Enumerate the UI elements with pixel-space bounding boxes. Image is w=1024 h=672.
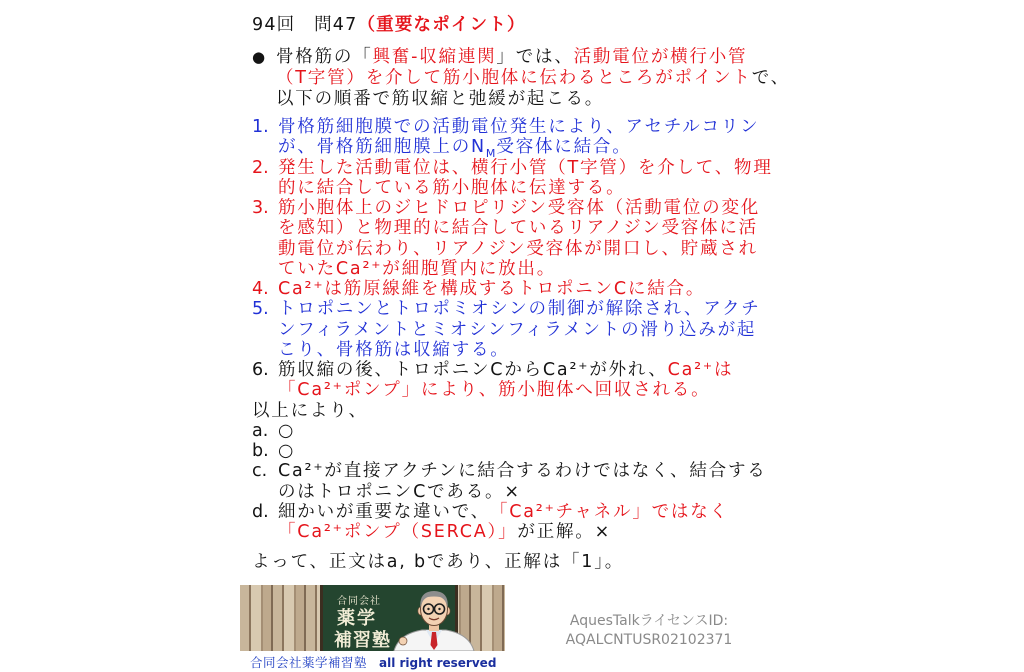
footer-copyright xyxy=(250,654,496,670)
receptor-symbol: N xyxy=(471,137,486,158)
option-label: b. xyxy=(252,441,269,461)
option-highlight: 「Ca²⁺ポンプ（SERCA）」 xyxy=(278,522,518,542)
intro-line xyxy=(276,68,790,89)
step-text: 動電位が伝わり、リアノジン受容体が開口し、貯蔵され xyxy=(278,238,758,259)
page-title xyxy=(252,13,526,37)
step-text: ていたCa²⁺が細胞質内に放出。 xyxy=(278,258,556,279)
option-line xyxy=(278,461,767,481)
question-number: 94回 問47 xyxy=(252,15,358,35)
step-1 xyxy=(252,117,773,161)
mascot-hand xyxy=(399,637,407,645)
step-line xyxy=(278,137,759,161)
step-line xyxy=(278,239,760,259)
footer-rights-text: all right reserved xyxy=(379,656,497,670)
option-label: a. xyxy=(252,420,269,441)
step-text: を感知）と物理的に結合しているリアノジン受容体に活 xyxy=(278,218,758,239)
intro-line xyxy=(276,89,790,110)
step-text: Ca²⁺は筋原線維を構成するトロポニンCに結合。 xyxy=(278,279,706,299)
step-line xyxy=(278,340,761,360)
step-text: ンフィラメントとミオシンフィラメントの滑り込みが起 xyxy=(278,319,757,340)
intro-highlight: 活動電位が横行小管 xyxy=(573,47,748,67)
option-label: d. xyxy=(252,501,269,522)
logo-company-text: 合同会社 xyxy=(337,596,381,607)
option-line xyxy=(278,522,729,542)
step-text: トロポニンとトロポミオシンの制御が解除され、アクチ xyxy=(278,299,761,320)
step-text: 受容体に結合。 xyxy=(496,137,632,158)
summary-label xyxy=(252,401,773,421)
conclusion: よって、正文はa, bであり、正解は「1」。 xyxy=(252,552,625,572)
step-2 xyxy=(252,158,773,199)
footer-company-name: 合同会社薬学補習塾 xyxy=(250,655,368,670)
step-line xyxy=(278,279,705,299)
intro-text: 以下の順番で筋収縮と弛緩が起こる。 xyxy=(276,89,605,109)
option-line xyxy=(278,421,295,441)
license-label: AquesTalkライセンスID: xyxy=(569,613,729,629)
receptor-subscript: M xyxy=(485,147,496,161)
intro-highlight: （T字管）を介して筋小胞体に伝わるところがポイント xyxy=(276,68,752,88)
option-label: c. xyxy=(252,461,268,482)
step-line xyxy=(278,178,773,198)
mechanism-steps-list xyxy=(252,117,773,542)
option-line xyxy=(278,502,729,522)
option-b xyxy=(252,441,773,461)
option-a xyxy=(252,421,773,441)
step-5 xyxy=(252,299,773,360)
step-number: 6. xyxy=(252,360,269,380)
step-number: 2. xyxy=(252,157,269,178)
license-id: AQALCNTUSR02102371 xyxy=(565,632,733,648)
logo-name-line2: 補習塾 xyxy=(334,630,391,651)
intro-highlight: 興奮-収縮連関 xyxy=(372,47,497,67)
option-text: のはトロポニンCである。× xyxy=(278,481,521,502)
intro-text: 骨格筋の「 xyxy=(276,47,373,67)
step-highlight: Ca²⁺は xyxy=(667,360,734,380)
step-line xyxy=(278,299,761,319)
step-line xyxy=(278,320,761,340)
step-line xyxy=(278,218,760,238)
step-text: が、骨格筋細胞膜上の xyxy=(278,137,471,158)
step-line xyxy=(278,360,733,380)
bullet-dot-icon: ● xyxy=(252,48,266,66)
step-line xyxy=(278,158,773,178)
step-text: 的に結合している筋小胞体に伝達する。 xyxy=(278,177,626,198)
step-line xyxy=(278,380,733,400)
step-line xyxy=(278,117,759,137)
step-text: 筋小胞体上のジヒドロピリジン受容体（活動電位の変化 xyxy=(278,198,761,218)
option-line xyxy=(278,482,767,502)
option-text: Ca²⁺が直接アクチンに結合するわけではなく、結合する xyxy=(278,461,767,482)
intro-text: で、 xyxy=(751,68,790,88)
intro-bullet xyxy=(252,47,790,110)
step-3 xyxy=(252,198,773,279)
step-text: 発生した活動電位は、横行小管（T字管）を介して、物理 xyxy=(278,157,773,178)
step-text: こり、骨格筋は収縮する。 xyxy=(278,339,510,360)
mascot-right-eye xyxy=(438,608,440,610)
option-text: が正解。× xyxy=(517,522,612,542)
option-c xyxy=(252,461,773,502)
key-point-note: （重要なポイント） xyxy=(357,15,526,35)
option-text: 細かいが重要な違いで、 xyxy=(278,501,490,522)
step-number: 3. xyxy=(252,198,269,218)
correct-mark: ○ xyxy=(278,420,296,441)
step-highlight: 「Ca²⁺ポンプ」により、筋小胞体へ回収される。 xyxy=(278,380,711,401)
intro-line xyxy=(276,47,790,68)
option-highlight: 「Ca²⁺チャネル」ではなく xyxy=(489,501,729,522)
summary-text: 以上により、 xyxy=(252,400,368,421)
step-6 xyxy=(252,360,773,401)
license-info xyxy=(552,612,746,650)
teacher-mascot-illustration xyxy=(390,587,478,651)
company-logo xyxy=(240,585,505,651)
step-text: 筋収縮の後、トロポニンCからCa²⁺が外れ、 xyxy=(278,360,668,380)
intro-text: 」では、 xyxy=(496,47,574,67)
step-text: 骨格筋細胞膜での活動電位発生により、アセチルコリン xyxy=(278,117,760,137)
correct-mark: ○ xyxy=(278,441,296,461)
step-4 xyxy=(252,279,773,299)
intro-body xyxy=(276,47,790,110)
mascot-left-eye xyxy=(427,608,429,610)
option-line xyxy=(278,441,295,461)
step-line xyxy=(278,198,760,218)
option-d xyxy=(252,502,773,543)
logo-name-line1: 薬学 xyxy=(337,608,377,629)
step-number: 1. xyxy=(252,117,269,137)
step-number: 4. xyxy=(252,279,269,299)
step-line xyxy=(278,259,760,279)
step-number: 5. xyxy=(252,299,269,320)
